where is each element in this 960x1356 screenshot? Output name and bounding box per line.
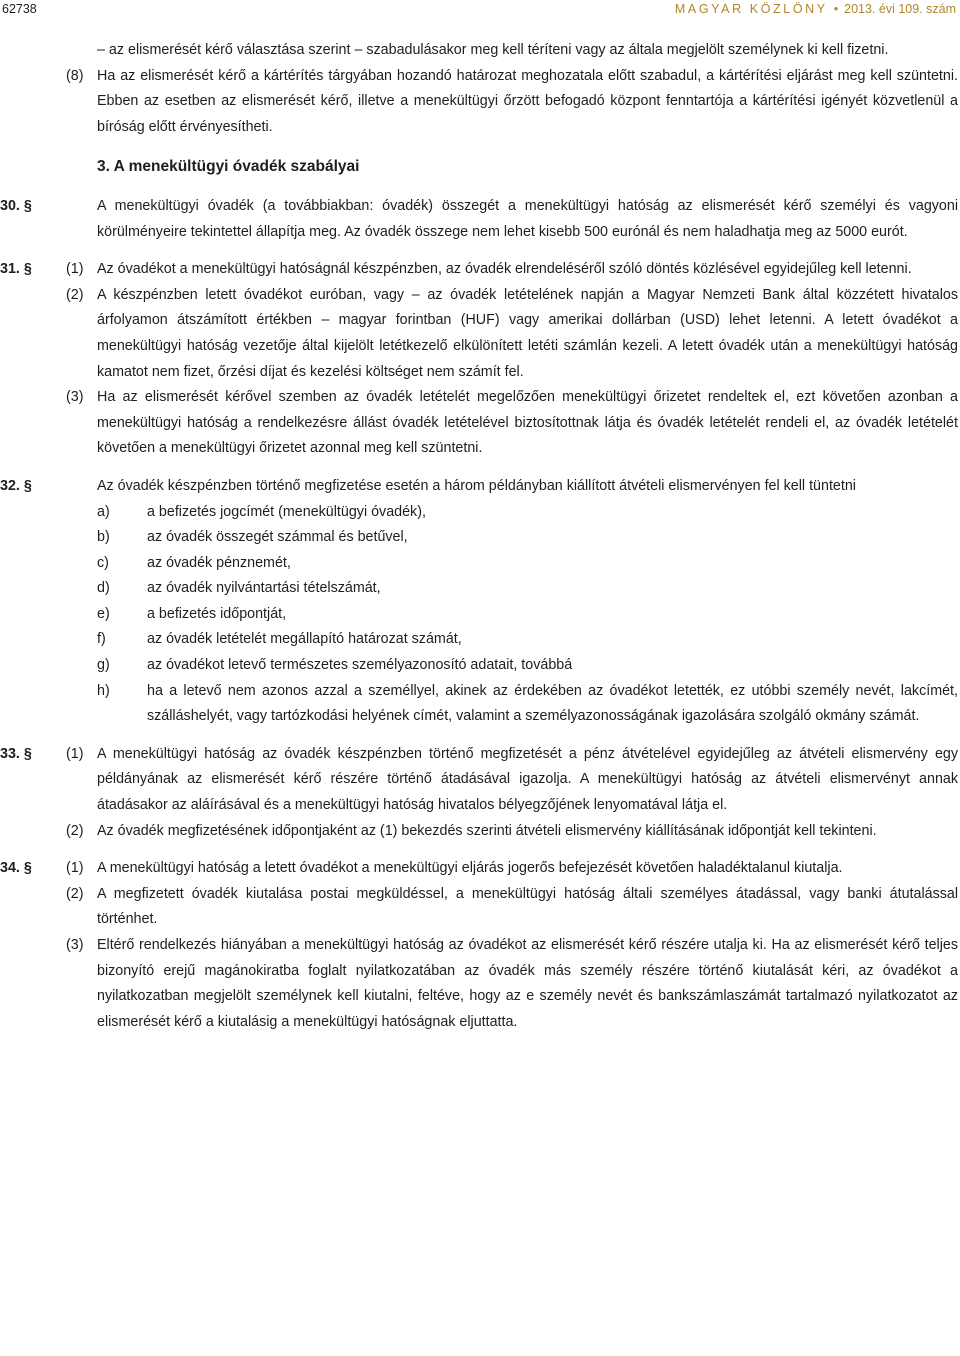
page-number: 62738	[2, 2, 37, 16]
paragraph-2	[0, 882, 958, 933]
item-text: az óvadék letételét megállapító határozat számát,	[147, 631, 462, 648]
item-label: c)	[97, 554, 109, 571]
running-title	[675, 0, 956, 20]
section-number: 31. §	[0, 261, 32, 278]
paragraph-text: A menekültügyi hatóság a letett óvadékot a menekültügyi eljárás jogerős befejezését követően haladéktalanul kiutalja.	[97, 860, 843, 877]
paragraph-text: A készpénzben letett óvadékot euróban, vagy – az óvadék letételének napján a Magyar Nemzeti Bank által közzétett hivatalos árfolyamon átszámított értékben – magyar forintban (HUF) vagy amerikai dollárban (USD) lehet letenni. A letett óvadékot a menekültügyi hatóság vezetője által kijelölt letétkezelő elkülönített letéti számlán kezeli. A letett óvadék után a menekültügyi hatóság kamatot nem fizet, őrzési díjat és kezelési költséget nem számít fel.	[97, 286, 958, 380]
list-item	[97, 576, 958, 602]
paragraph-text: A megfizetett óvadék kiutalása postai megküldéssel, a menekültügyi hatóság általi személyes átadással, vagy banki átutalással történhet.	[97, 885, 958, 928]
issue-number: 2013. évi 109. szám	[844, 2, 956, 16]
item-text: az óvadék összegét számmal és betűvel,	[147, 529, 408, 546]
paragraph-text: Az óvadékot a menekültügyi hatóságnál készpénzben, az óvadék elrendeléséről szóló döntés közlésével egyidejűleg kell letenni.	[97, 261, 912, 278]
section-33	[0, 742, 958, 844]
paragraph-1	[0, 742, 958, 819]
section-30	[0, 194, 958, 245]
paragraph-text: Ha az elismerését kérő a kártérítés tárgyában hozandó határozat meghozatala előtt szabadul, a kártérítési eljárást meg kell szüntetni. Ebben az esetben az elismerését kérő, illetve a menekültügyi őrzött befogadó központ fenntartója a kártérítési igényét közvetlenül a bíróság előtt érvényesítheti.	[97, 67, 958, 135]
item-label: d)	[97, 580, 110, 597]
subsection-label: (1)	[66, 860, 84, 877]
list-item	[97, 525, 958, 551]
section-32	[0, 474, 958, 730]
section-intro	[0, 474, 958, 500]
journal-name: MAGYAR KÖZLÖNY	[674, 2, 828, 16]
item-label: h)	[97, 682, 110, 699]
paragraph-3	[0, 385, 958, 462]
section-text: A menekültügyi óvadék (a továbbiakban: óvadék) összegét a menekültügyi hatóság az elismerését kérő személyi és vagyoni körülményeire tekintettel állapítja meg. Az óvadék összege nem lehet kisebb 500 eurónál és nem haladhatja meg az 5000 eurót.	[97, 197, 958, 240]
list-item	[97, 500, 958, 526]
item-text: a befizetés időpontját,	[147, 605, 287, 622]
section-34	[0, 856, 958, 1035]
subsection-label: (3)	[66, 937, 84, 953]
paragraph-text: A menekültügyi hatóság az óvadék készpénzben történő megfizetését a pénz átvételével egyidejűleg az átvételi elismervény egy példányának az elismerését kérő részére történő átadásával igazolja. A menekültügyi hatóság az átvételi elismervényt annak átadásakor az aláírásával és a menekültügyi hatóság hivatalos bélyegzőjének lenyomatával látja el.	[97, 745, 958, 814]
item-text: a befizetés jogcímét (menekültügyi óvadék),	[147, 503, 426, 520]
subsection-label: (2)	[66, 286, 84, 303]
paragraph-8	[0, 64, 958, 141]
item-label: b)	[97, 529, 110, 546]
paragraph-3	[0, 933, 958, 1035]
item-label: f)	[97, 631, 106, 648]
paragraph-2	[0, 283, 958, 385]
continuation-text: – az elismerését kérő választása szerint – szabadulásakor meg kell téríteni vagy az általa megjelölt személynek ki kell fizetni.	[97, 42, 889, 58]
item-label: g)	[97, 657, 110, 674]
item-label: a)	[97, 503, 110, 520]
subsection-label: (8)	[66, 67, 84, 84]
subsection-label: (2)	[66, 822, 84, 839]
header-bullet: •	[833, 2, 839, 16]
paragraph-1	[0, 257, 958, 283]
list-item	[97, 653, 958, 679]
subsection-label: (3)	[66, 389, 84, 406]
item-text: az óvadék pénznemét,	[147, 554, 291, 571]
item-text: az óvadék nyilvántartási tételszámát,	[147, 580, 381, 597]
paragraph-text: Ha az elismerését kérővel szemben az óvadék letételét megelőzően menekültügyi őrizetet rendeltek el, ezt követően azonban a menekültügyi hatóság a rendelkezésre állást óvadék letételével biztosítottnak látja és óvadék letételét rendeli el, az óvadék letételét követően a menekültügyi őrizetet azonnal meg kell szüntetni.	[97, 389, 958, 457]
subsection-label: (1)	[66, 261, 84, 278]
paragraph-text: Az óvadék megfizetésének időpontjaként az (1) bekezdés szerinti átvételi elismervény kiállításának időpontját kell tekinteni.	[97, 822, 877, 839]
item-label: e)	[97, 605, 110, 622]
list-item	[97, 551, 958, 577]
item-text: az óvadékot letevő természetes személyazonosító adatait, továbbá	[147, 657, 573, 674]
section-31	[0, 257, 958, 462]
document-body	[0, 38, 958, 1035]
intro-text: Az óvadék készpénzben történő megfizetése esetén a három példányban kiállított átvételi elismervényen fel kell tüntetni	[97, 477, 856, 494]
subsection-label: (2)	[66, 885, 84, 902]
section-number: 30. §	[0, 197, 32, 214]
paragraph-1	[0, 856, 958, 882]
list-item	[97, 627, 958, 653]
chapter-heading: 3. A menekültügyi óvadék szabályai	[97, 158, 360, 176]
item-text: ha a letevő nem azonos azzal a személlyel, akinek az érdekében az óvadékot letették, ez utóbbi személy nevét, lakcímét, szálláshelyét, vagy tartózkodási helyének címét, valamint a személyazonosságának igazolására szolgáló okmány számát.	[147, 682, 958, 725]
subsection-label: (1)	[66, 745, 84, 762]
page-header	[0, 0, 960, 24]
list-item	[97, 679, 958, 730]
list-item	[97, 602, 958, 628]
paragraph-2	[0, 819, 958, 845]
section-number: 33. §	[0, 745, 32, 762]
paragraph-text: Eltérő rendelkezés hiányában a menekültügyi hatóság az óvadékot az elismerését kérő részére utalja ki. Ha az elismerését kérő teljes bizonyító erejű magánokiratba foglalt nyilatkozatában az óvadék más személy részére történő kiutalását kéri, az óvadékot a nyilatkozatban megjelölt személynek kell kiutalni, feltéve, hogy az e személy nevét és bankszámlaszámát tartalmazó nyilatkozatot az elismerését kérő a kiutalásig a menekültügyi hatóságnak eljuttatta.	[97, 937, 958, 1030]
section-number: 32. §	[0, 477, 32, 494]
section-number: 34. §	[0, 860, 32, 877]
